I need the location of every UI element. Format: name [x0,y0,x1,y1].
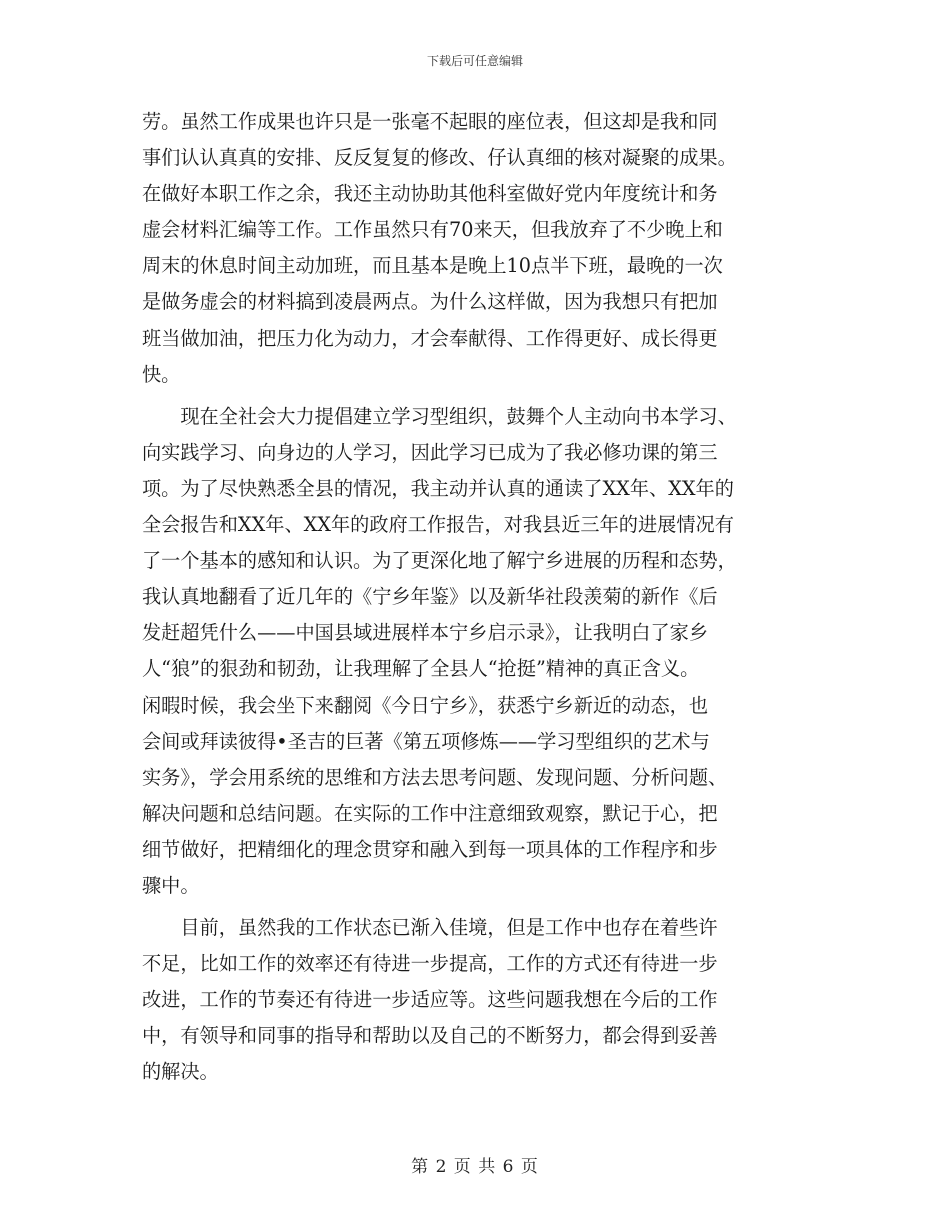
text-line: 会间或拜读彼得•圣吉的巨著《第五项修炼——学习型组织的艺术与 [142,729,710,753]
text-line: 项。为了尽快熟悉全县的情况，我主动并认真的通读了XX年、XX年的 [142,476,734,500]
text-line: 中，有领导和同事的指导和帮助以及自己的不断努力，都会得到妥善 [142,1024,718,1048]
paragraph-1 [142,104,812,393]
text-line: 不足，比如工作的效率还有待进一步提高，工作的方式还有待进一步 [142,952,718,976]
text-line: 在做好本职工作之余，我还主动协助其他科室做好党内年度统计和务 [142,182,718,206]
text-line: 快。 [142,362,181,386]
paragraph-3 [142,910,812,1090]
text-line: 骤中。 [142,873,200,897]
text-line: 是做务虚会的材料搞到凌晨两点。为什么这样做，因为我想只有把加 [142,290,718,314]
text-line: 闲暇时候，我会坐下来翻阅《今日宁乡》，获悉宁乡新近的动态，也 [142,693,709,717]
text-line: 向实践学习、向身边的人学习，因此学习已成为了我必修功课的第三 [142,440,718,464]
page-number: 第 2 页 共 6 页 [411,1157,539,1177]
text-line: 细节做好，把精细化的理念贯穿和融入到每一项具体的工作程序和步 [142,837,718,861]
text-line: 我认真地翻看了近几年的《宁乡年鉴》以及新华社段羡菊的新作《后 [142,585,718,609]
document-body [142,104,812,1091]
text-line: 了一个基本的感知和认识。为了更深化地了解宁乡进展的历程和态势， [142,549,737,573]
text-line: 改进，工作的节奏还有待进一步适应等。这些问题我想在今后的工作 [142,988,718,1012]
text-line: 劳。虽然工作成果也许只是一张毫不起眼的座位表，但这却是我和同 [142,110,718,133]
text-line: 发赶超凭什么——中国县域进展样本宁乡启示录》，让我明白了家乡 [142,621,709,645]
text-line: 的解决。 [142,1060,219,1084]
text-line: 班当做加油，把压力化为动力，才会奉献得、工作得更好、成长得更 [142,326,718,350]
text-line: 解决问题和总结问题。在实际的工作中注意细致观察，默记于心，把 [142,801,718,825]
text-line: 周末的休息时间主动加班，而且基本是晚上10点半下班，最晚的一次 [142,254,723,278]
text-line: 全会报告和XX年、XX年的政府工作报告，对我县近三年的进展情况有 [142,513,734,537]
text-line: 人“狼”的狠劲和韧劲，让我理解了全县人“抢挺”精神的真正含义。 [142,657,700,681]
text-line: 实务》，学会用系统的思维和方法去思考问题、发现问题、分析问题、 [142,765,728,789]
page-header [0,52,950,69]
text-line: 事们认认真真的安排、反反复复的修改、仔认真细的核对凝聚的成果。 [142,146,737,170]
page-footer [0,1152,950,1177]
text-line: 虚会材料汇编等工作。工作虽然只有70来天，但我放弃了不少晚上和 [142,218,723,242]
paragraph-2 [142,399,812,904]
text-line: 目前，虽然我的工作状态已渐入佳境，但是工作中也存在着些许 [142,916,718,940]
header-text: 下载后可任意编辑 [426,54,523,68]
text-line: 现在全社会大力提倡建立学习型组织，鼓舞个人主动向书本学习、 [142,404,737,428]
